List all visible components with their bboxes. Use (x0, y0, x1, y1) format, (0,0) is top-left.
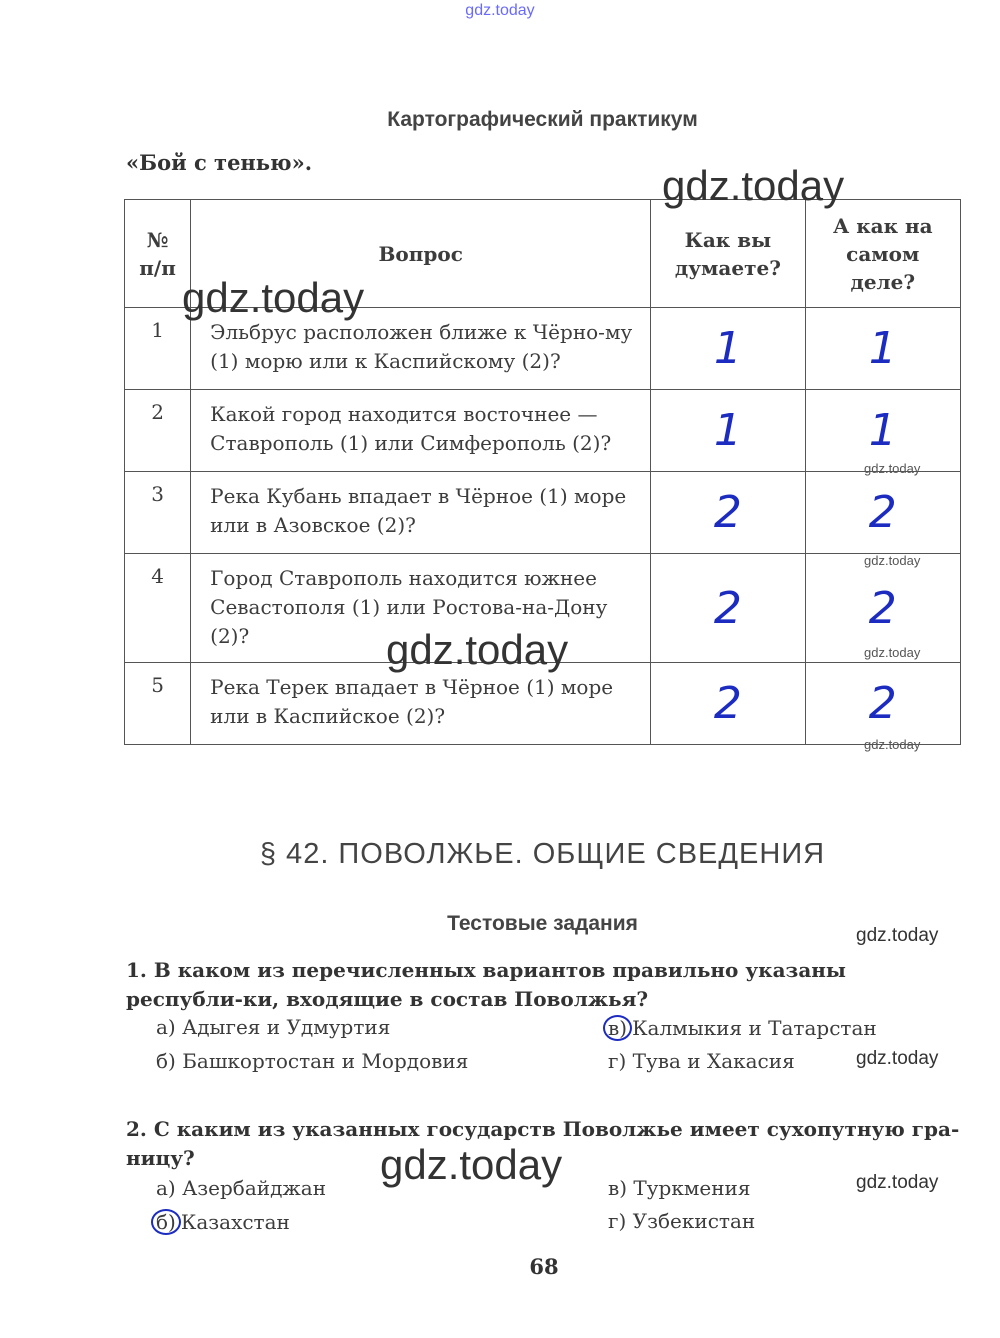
row-num: 3 (125, 472, 191, 554)
question-1-option-b: б) Башкортостан и Мордовия (156, 1049, 469, 1073)
row-guess-answer: 1 (651, 308, 805, 390)
watermark-big: gdz.today (380, 1141, 563, 1188)
row-guess-answer: 2 (651, 554, 805, 663)
row-guess-answer: 2 (651, 663, 805, 745)
question-2-option-g: г) Узбекистан (608, 1209, 756, 1233)
row-num: 1 (125, 308, 191, 390)
header-question: Вопрос (191, 200, 651, 308)
watermark-small: gdz.today (864, 553, 921, 568)
row-question: Река Кубань впадает в Чёрное (1) море или в Азовское (2)? (191, 472, 651, 554)
row-guess-answer: 2 (651, 472, 805, 554)
row-question: Какой город находится восточнее — Ставрополь (1) или Симферополь (2)? (191, 390, 651, 472)
table-row (125, 472, 961, 554)
question-1-option-v (608, 1015, 877, 1041)
row-guess-answer: 1 (651, 390, 805, 472)
row-question: Эльбрус расположен ближе к Чёрно-му (1) морю или к Каспийскому (2)? (191, 308, 651, 390)
watermark-big: gdz.today (662, 162, 845, 209)
row-num: 4 (125, 554, 191, 663)
row-actual-answer: 2 (805, 663, 960, 745)
question-1-option-a: а) Адыгея и Удмуртия (156, 1015, 391, 1039)
question-2-option-a: а) Азербайджан (156, 1176, 327, 1200)
row-actual-answer: 1 (805, 390, 960, 472)
watermark-medium: gdz.today (856, 925, 939, 946)
row-actual-answer: 2 (805, 554, 960, 663)
row-num: 5 (125, 663, 191, 745)
row-actual-answer: 1 (805, 308, 960, 390)
header-actual (805, 200, 960, 308)
question-2-text: 2. С каким из указанных государств Поволжье имеет сухопутную гра-ницу? (126, 1117, 960, 1170)
watermark-small: gdz.today (864, 645, 921, 660)
practicum-title: Картографический практикум (387, 108, 698, 131)
watermark-small: gdz.today (864, 737, 921, 752)
watermark-big: gdz.today (182, 274, 365, 321)
watermark-medium: gdz.today (856, 1172, 939, 1193)
header-num-text: № п/п (139, 227, 176, 280)
row-question: Река Терек впадает в Чёрное (1) море или в Каспийское (2)? (191, 663, 651, 745)
watermark-small: gdz.today (864, 461, 921, 476)
table-row (125, 663, 961, 745)
header-guess-text: Как вы думаете? (674, 227, 781, 280)
exercise-title: «Бой с тенью». (126, 150, 313, 175)
row-actual-answer: 2 (805, 472, 960, 554)
question-1-text: 1. В каком из перечисленных вариантов правильно указаны республи-ки, входящие в состав Поволжья? (126, 958, 846, 1011)
question-2-option-v: в) Туркмения (608, 1176, 751, 1200)
question-1-option-g: г) Тува и Хакасия (608, 1049, 795, 1073)
question-2-option-b (156, 1209, 290, 1235)
header-num (125, 200, 191, 308)
watermark-big: gdz.today (386, 626, 569, 673)
tests-heading: Тестовые задания (447, 912, 638, 935)
table-row (125, 390, 961, 472)
watermark-top: gdz.today (465, 2, 535, 19)
row-question: Город Ставрополь находится южнее Севастополя (1) или Ростова-на-Дону (2)? (191, 554, 651, 663)
question-2-option-b-text: Казахстан (180, 1210, 290, 1234)
row-num: 2 (125, 390, 191, 472)
answer-circle-mark: б) (151, 1209, 181, 1235)
header-actual-text: А как на самом деле? (832, 213, 933, 294)
page-number: 68 (529, 1254, 559, 1279)
answer-circle-mark: в) (603, 1015, 632, 1041)
section-title: § 42. ПОВОЛЖЬЕ. ОБЩИЕ СВЕДЕНИЯ (259, 838, 826, 870)
question-1-option-v-text: Калмыкия и Татарстан (632, 1016, 877, 1040)
watermark-medium: gdz.today (856, 1048, 939, 1069)
header-guess (651, 200, 805, 308)
